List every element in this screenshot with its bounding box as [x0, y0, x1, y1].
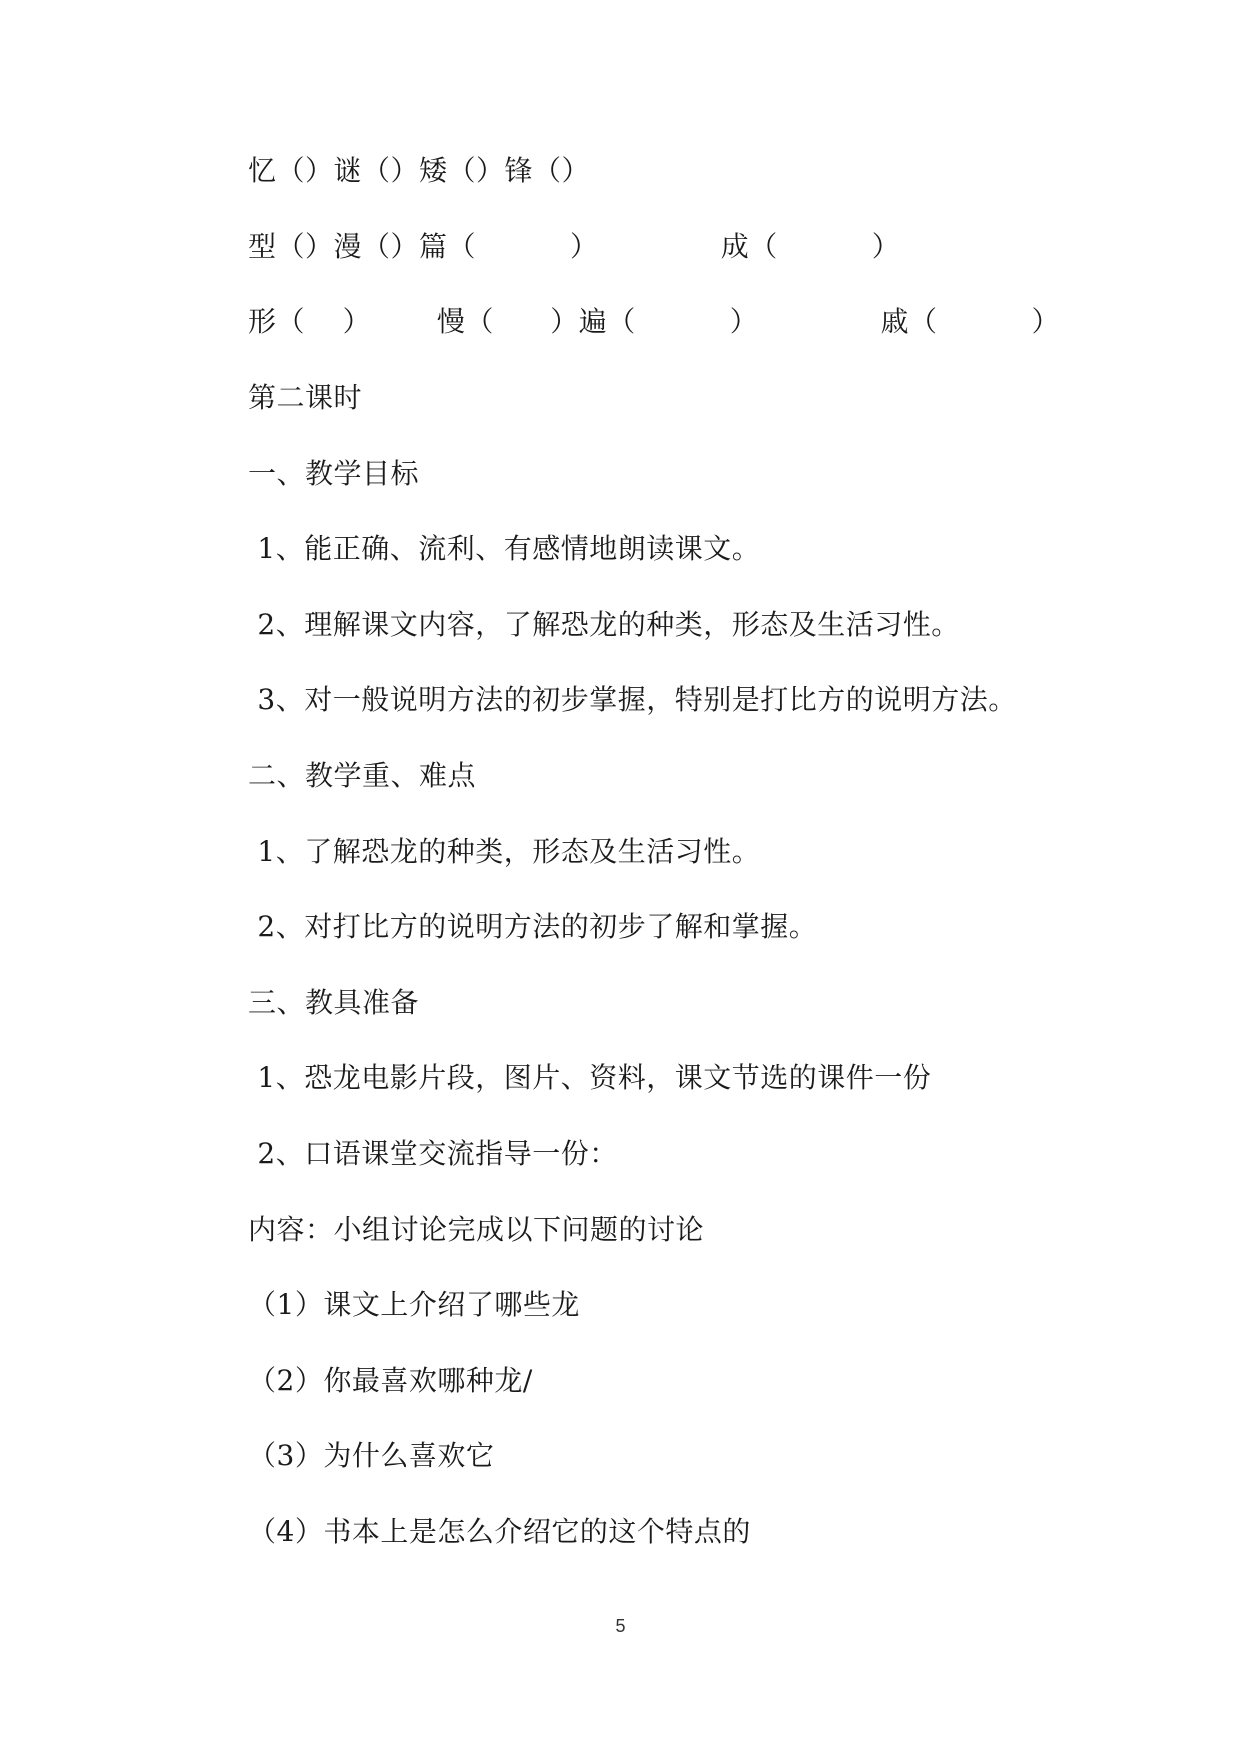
heading-materials: 三、教具准备 [248, 986, 420, 1019]
discussion-content: 内容：小组讨论完成以下问题的讨论 [248, 1213, 705, 1246]
question-2: （2）你最喜欢哪种龙/ [248, 1364, 533, 1397]
goal-item-1: 1、能正确、流利、有感情地朗读课文。 [248, 532, 761, 565]
key-point-1: 1、了解恐龙的种类，形态及生活习性。 [248, 835, 761, 868]
goal-item-2: 2、理解课文内容，了解恐龙的种类，形态及生活习性。 [248, 608, 960, 641]
exercise-line-2: 型（）漫（）篇（ ） 成（ ） [248, 230, 901, 263]
material-item-1: 1、恐龙电影片段，图片、资料，课文节选的课件一份 [248, 1061, 932, 1094]
material-item-2: 2、口语课堂交流指导一份： [248, 1137, 618, 1170]
page-number: 5 [615, 1616, 626, 1636]
goal-item-3: 3、对一般说明方法的初步掌握，特别是打比方的说明方法。 [248, 683, 1017, 716]
heading-teaching-goals: 一、教学目标 [248, 457, 420, 490]
exercise-line-3: 形（ ） 慢（ ）遍（ ） 戚（ ） [248, 305, 1061, 338]
key-point-2: 2、对打比方的说明方法的初步了解和掌握。 [248, 910, 818, 943]
question-3: （3）为什么喜欢它 [248, 1439, 495, 1472]
exercise-line-1: 忆（）谜（）矮（）锋（） [248, 154, 591, 187]
question-1: （1）课文上介绍了哪些龙 [248, 1288, 580, 1321]
section-heading-second-lesson: 第二课时 [248, 381, 363, 414]
heading-key-points: 二、教学重、难点 [248, 759, 477, 792]
question-4: （4）书本上是怎么介绍它的这个特点的 [248, 1515, 751, 1548]
